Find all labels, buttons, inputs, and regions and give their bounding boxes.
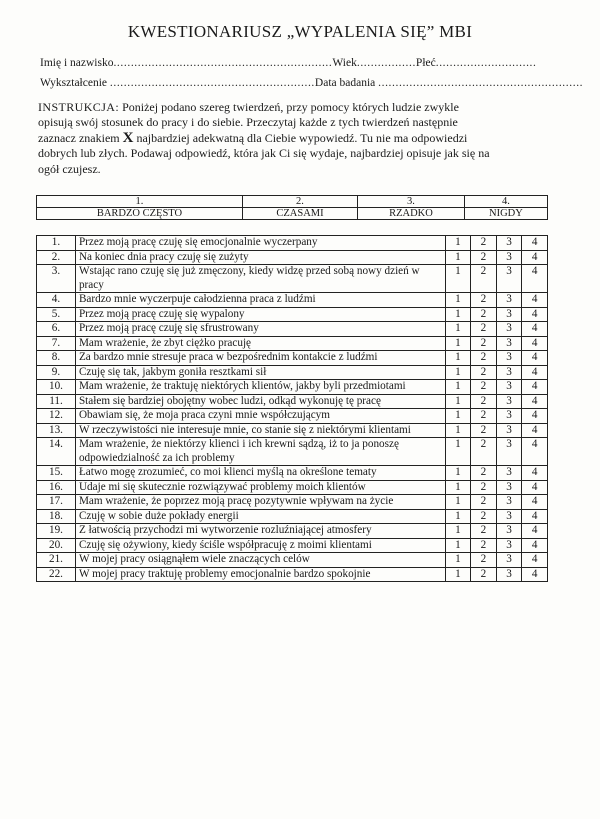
answer-option-2[interactable]: 2 <box>471 250 497 265</box>
statement-row <box>37 365 548 380</box>
scale-label: CZASAMI <box>242 208 357 220</box>
answer-option-2[interactable]: 2 <box>471 509 497 524</box>
answer-option-4[interactable]: 4 <box>522 438 548 466</box>
answer-option-2[interactable]: 2 <box>471 438 497 466</box>
education-label: Wykształcenie <box>40 77 107 89</box>
date-field[interactable]: ........................................................... <box>378 77 584 89</box>
answer-option-4[interactable]: 4 <box>522 351 548 366</box>
answer-option-4[interactable]: 4 <box>522 480 548 495</box>
answer-option-4[interactable]: 4 <box>522 553 548 568</box>
instruction-lead: INSTRUKCJA: <box>38 100 120 114</box>
statement-text: Mam wrażenie, że poprzez moją pracę pozytywnie wpływam na życie <box>75 495 445 510</box>
statement-number: 12. <box>37 409 76 424</box>
statement-row <box>37 336 548 351</box>
answer-option-1[interactable]: 1 <box>445 307 471 322</box>
name-label: Imię i nazwisko <box>40 57 114 69</box>
answer-option-4[interactable]: 4 <box>522 466 548 481</box>
answer-option-3[interactable]: 3 <box>496 322 522 337</box>
education-date-line <box>40 77 584 89</box>
answer-option-3[interactable]: 3 <box>496 336 522 351</box>
answer-option-1[interactable]: 1 <box>445 567 471 582</box>
age-label: Wiek <box>332 57 357 69</box>
answer-option-2[interactable]: 2 <box>471 236 497 251</box>
answer-option-3[interactable]: 3 <box>496 538 522 553</box>
answer-option-2[interactable]: 2 <box>471 293 497 308</box>
scale-number: 3. <box>358 196 465 208</box>
answer-option-4[interactable]: 4 <box>522 495 548 510</box>
statement-row <box>37 524 548 539</box>
age-field[interactable]: ................. <box>356 57 416 69</box>
statement-text: Czuję się ożywiony, kiedy ściśle współpracuję z moimi klientami <box>75 538 445 553</box>
answer-option-1[interactable]: 1 <box>445 293 471 308</box>
statement-text: Przez moją pracę czuję się sfrustrowany <box>75 322 445 337</box>
answer-option-4[interactable]: 4 <box>522 423 548 438</box>
statement-number: 1. <box>37 236 76 251</box>
answer-option-1[interactable]: 1 <box>445 236 471 251</box>
statement-number: 19. <box>37 524 76 539</box>
statement-text: Na koniec dnia pracy czuję się zużyty <box>75 250 445 265</box>
statements-table <box>36 235 548 582</box>
answer-scale-table <box>36 195 548 220</box>
name-age-sex-line <box>40 57 560 69</box>
statement-text: Wstając rano czuję się już zmęczony, kiedy widzę przed sobą nowy dzień w pracy <box>75 265 445 293</box>
scale-label: NIGDY <box>464 208 547 220</box>
answer-option-3[interactable]: 3 <box>496 394 522 409</box>
answer-option-3[interactable]: 3 <box>496 466 522 481</box>
education-field[interactable]: ........................................................... <box>109 77 315 89</box>
scale-label: BARDZO CZĘSTO <box>37 208 243 220</box>
statement-number: 14. <box>37 438 76 466</box>
answer-option-3[interactable]: 3 <box>496 307 522 322</box>
instruction-line-4: dobrych lub złych. Podawaj odpowiedź, która jak Ci się wydaje, najbardziej opisuje jak się na <box>38 146 490 161</box>
answer-option-4[interactable]: 4 <box>522 365 548 380</box>
statement-text: Mam wrażenie, że zbyt ciężko pracuję <box>75 336 445 351</box>
date-label: Data badania <box>314 77 376 89</box>
answer-option-2[interactable]: 2 <box>471 567 497 582</box>
answer-option-4[interactable]: 4 <box>522 250 548 265</box>
statement-text: Przez moją pracę czuję się wypalony <box>75 307 445 322</box>
answer-option-3[interactable]: 3 <box>496 409 522 424</box>
statement-row <box>37 480 548 495</box>
answer-option-1[interactable]: 1 <box>445 553 471 568</box>
statement-number: 9. <box>37 365 76 380</box>
statement-number: 11. <box>37 394 76 409</box>
answer-option-2[interactable]: 2 <box>471 409 497 424</box>
statement-row <box>37 351 548 366</box>
answer-option-3[interactable]: 3 <box>496 553 522 568</box>
statement-row <box>37 495 548 510</box>
answer-option-1[interactable]: 1 <box>445 466 471 481</box>
answer-option-3[interactable]: 3 <box>496 509 522 524</box>
statement-row <box>37 509 548 524</box>
answer-option-1[interactable]: 1 <box>445 524 471 539</box>
statement-number: 2. <box>37 250 76 265</box>
answer-option-2[interactable]: 2 <box>471 423 497 438</box>
answer-option-1[interactable]: 1 <box>445 322 471 337</box>
answer-option-3[interactable]: 3 <box>496 438 522 466</box>
statement-text: Czuję w sobie duże pokłady energii <box>75 509 445 524</box>
answer-option-1[interactable]: 1 <box>445 509 471 524</box>
statement-text: Bardzo mnie wyczerpuje całodzienna praca z ludźmi <box>75 293 445 308</box>
answer-option-2[interactable]: 2 <box>471 538 497 553</box>
statement-number: 5. <box>37 307 76 322</box>
answer-option-4[interactable]: 4 <box>522 524 548 539</box>
answer-option-4[interactable]: 4 <box>522 394 548 409</box>
statement-number: 16. <box>37 480 76 495</box>
answer-option-4[interactable]: 4 <box>522 336 548 351</box>
instruction-line-5: ogół czujesz. <box>38 161 101 176</box>
statement-text: Stałem się bardziej obojętny wobec ludzi, odkąd wykonuję tę pracę <box>75 394 445 409</box>
answer-option-2[interactable]: 2 <box>471 380 497 395</box>
document-title: KWESTIONARIUSZ „WYPALENIA SIĘ” MBI <box>127 22 473 41</box>
statement-number: 17. <box>37 495 76 510</box>
instruction-block <box>38 100 568 177</box>
statement-number: 7. <box>37 336 76 351</box>
statement-number: 18. <box>37 509 76 524</box>
name-field[interactable]: ............................................................... <box>113 57 333 69</box>
statement-text: Przez moją pracę czuję się emocjonalnie wyczerpany <box>75 236 445 251</box>
answer-option-3[interactable]: 3 <box>496 365 522 380</box>
answer-option-1[interactable]: 1 <box>445 423 471 438</box>
statement-text: Mam wrażenie, że traktuję niektórych klientów, jakby byli przedmiotami <box>75 380 445 395</box>
statement-number: 20. <box>37 538 76 553</box>
statement-row <box>37 538 548 553</box>
statement-text: Łatwo mogę zrozumieć, co moi klienci myślą na określone tematy <box>75 466 445 481</box>
scale-number: 4. <box>464 196 547 208</box>
answer-option-2[interactable]: 2 <box>471 322 497 337</box>
statement-number: 13. <box>37 423 76 438</box>
statement-number: 21. <box>37 553 76 568</box>
answer-option-4[interactable]: 4 <box>522 409 548 424</box>
answer-option-3[interactable]: 3 <box>496 380 522 395</box>
answer-option-4[interactable]: 4 <box>522 265 548 293</box>
statement-row <box>37 466 548 481</box>
statement-row <box>37 394 548 409</box>
statement-text: W rzeczywistości nie interesuje mnie, co stanie się z niektórymi klientami <box>75 423 445 438</box>
statement-number: 4. <box>37 293 76 308</box>
mark-x: X <box>122 129 134 146</box>
instruction-line-3b: najbardziej adekwatną dla Ciebie wypowiedź. Tu nie ma odpowiedzi <box>136 130 468 145</box>
answer-option-3[interactable]: 3 <box>496 524 522 539</box>
scale-label-row <box>37 208 548 220</box>
answer-option-2[interactable]: 2 <box>471 394 497 409</box>
statement-number: 10. <box>37 380 76 395</box>
answer-option-4[interactable]: 4 <box>522 236 548 251</box>
statement-row <box>37 250 548 265</box>
statement-row <box>37 423 548 438</box>
statement-text: Udaje mi się skutecznie rozwiązywać problemy moich klientów <box>75 480 445 495</box>
statement-number: 3. <box>37 265 76 293</box>
answer-option-1[interactable]: 1 <box>445 438 471 466</box>
answer-option-2[interactable]: 2 <box>471 265 497 293</box>
answer-option-3[interactable]: 3 <box>496 423 522 438</box>
statement-row <box>37 322 548 337</box>
answer-option-4[interactable]: 4 <box>522 567 548 582</box>
statement-row <box>37 438 548 466</box>
statement-row <box>37 293 548 308</box>
answer-option-1[interactable]: 1 <box>445 394 471 409</box>
answer-option-2[interactable]: 2 <box>471 524 497 539</box>
statement-number: 22. <box>37 567 76 582</box>
answer-option-2[interactable]: 2 <box>471 495 497 510</box>
answer-option-4[interactable]: 4 <box>522 380 548 395</box>
instruction-line-1: Poniżej podano szereg twierdzeń, przy pomocy których ludzie zwykle <box>122 100 459 114</box>
answer-option-1[interactable]: 1 <box>445 495 471 510</box>
answer-option-1[interactable]: 1 <box>445 365 471 380</box>
statement-text: Z łatwością przychodzi mi wytworzenie rozluźniającej atmosfery <box>75 524 445 539</box>
answer-option-3[interactable]: 3 <box>496 250 522 265</box>
answer-option-4[interactable]: 4 <box>522 293 548 308</box>
answer-option-3[interactable]: 3 <box>496 265 522 293</box>
answer-option-4[interactable]: 4 <box>522 307 548 322</box>
statement-number: 6. <box>37 322 76 337</box>
statement-row <box>37 307 548 322</box>
statement-text: W mojej pracy traktuję problemy emocjonalnie bardzo spokojnie <box>75 567 445 582</box>
statement-row <box>37 553 548 568</box>
statement-row <box>37 265 548 293</box>
statement-text: Obawiam się, że moja praca czyni mnie współczującym <box>75 409 445 424</box>
answer-option-2[interactable]: 2 <box>471 336 497 351</box>
scale-number: 1. <box>37 196 243 208</box>
answer-option-1[interactable]: 1 <box>445 265 471 293</box>
answer-option-2[interactable]: 2 <box>471 365 497 380</box>
answer-option-2[interactable]: 2 <box>471 480 497 495</box>
answer-option-3[interactable]: 3 <box>496 236 522 251</box>
statement-row <box>37 567 548 582</box>
answer-option-1[interactable]: 1 <box>445 409 471 424</box>
answer-option-3[interactable]: 3 <box>496 351 522 366</box>
answer-option-2[interactable]: 2 <box>471 307 497 322</box>
instruction-line-3a: zaznacz znakiem <box>38 130 120 145</box>
answer-option-1[interactable]: 1 <box>445 351 471 366</box>
answer-option-3[interactable]: 3 <box>496 480 522 495</box>
answer-option-3[interactable]: 3 <box>496 567 522 582</box>
answer-option-1[interactable]: 1 <box>445 480 471 495</box>
scale-number-row <box>37 196 548 208</box>
statement-text: Czuję się tak, jakbym goniła resztkami sił <box>75 365 445 380</box>
answer-option-4[interactable]: 4 <box>522 538 548 553</box>
statement-row <box>37 380 548 395</box>
answer-option-2[interactable]: 2 <box>471 553 497 568</box>
answer-option-2[interactable]: 2 <box>471 466 497 481</box>
answer-option-1[interactable]: 1 <box>445 336 471 351</box>
statement-number: 15. <box>37 466 76 481</box>
statement-row <box>37 409 548 424</box>
scale-label: RZADKO <box>358 208 465 220</box>
statement-number: 8. <box>37 351 76 366</box>
sex-label: Płeć <box>415 57 436 69</box>
statement-row <box>37 236 548 251</box>
answer-option-3[interactable]: 3 <box>496 495 522 510</box>
answer-option-1[interactable]: 1 <box>445 538 471 553</box>
statement-text: Mam wrażenie, że niektórzy klienci i ich krewni sądzą, iż to ja ponoszę odpowiedzialność za ich problemy <box>75 438 445 466</box>
answer-option-1[interactable]: 1 <box>445 380 471 395</box>
scale-number: 2. <box>242 196 357 208</box>
sex-field[interactable]: ............................. <box>435 57 537 69</box>
instruction-line-2: opisują swój stosunek do pracy i do siebie. Przeczytaj każde z tych twierdzeń następnie <box>38 115 458 130</box>
answer-option-4[interactable]: 4 <box>522 509 548 524</box>
answer-option-1[interactable]: 1 <box>445 250 471 265</box>
answer-option-2[interactable]: 2 <box>471 351 497 366</box>
statement-text: Za bardzo mnie stresuje praca w bezpośrednim kontakcie z ludźmi <box>75 351 445 366</box>
answer-option-3[interactable]: 3 <box>496 293 522 308</box>
statement-text: W mojej pracy osiągnąłem wiele znaczących celów <box>75 553 445 568</box>
answer-option-4[interactable]: 4 <box>522 322 548 337</box>
